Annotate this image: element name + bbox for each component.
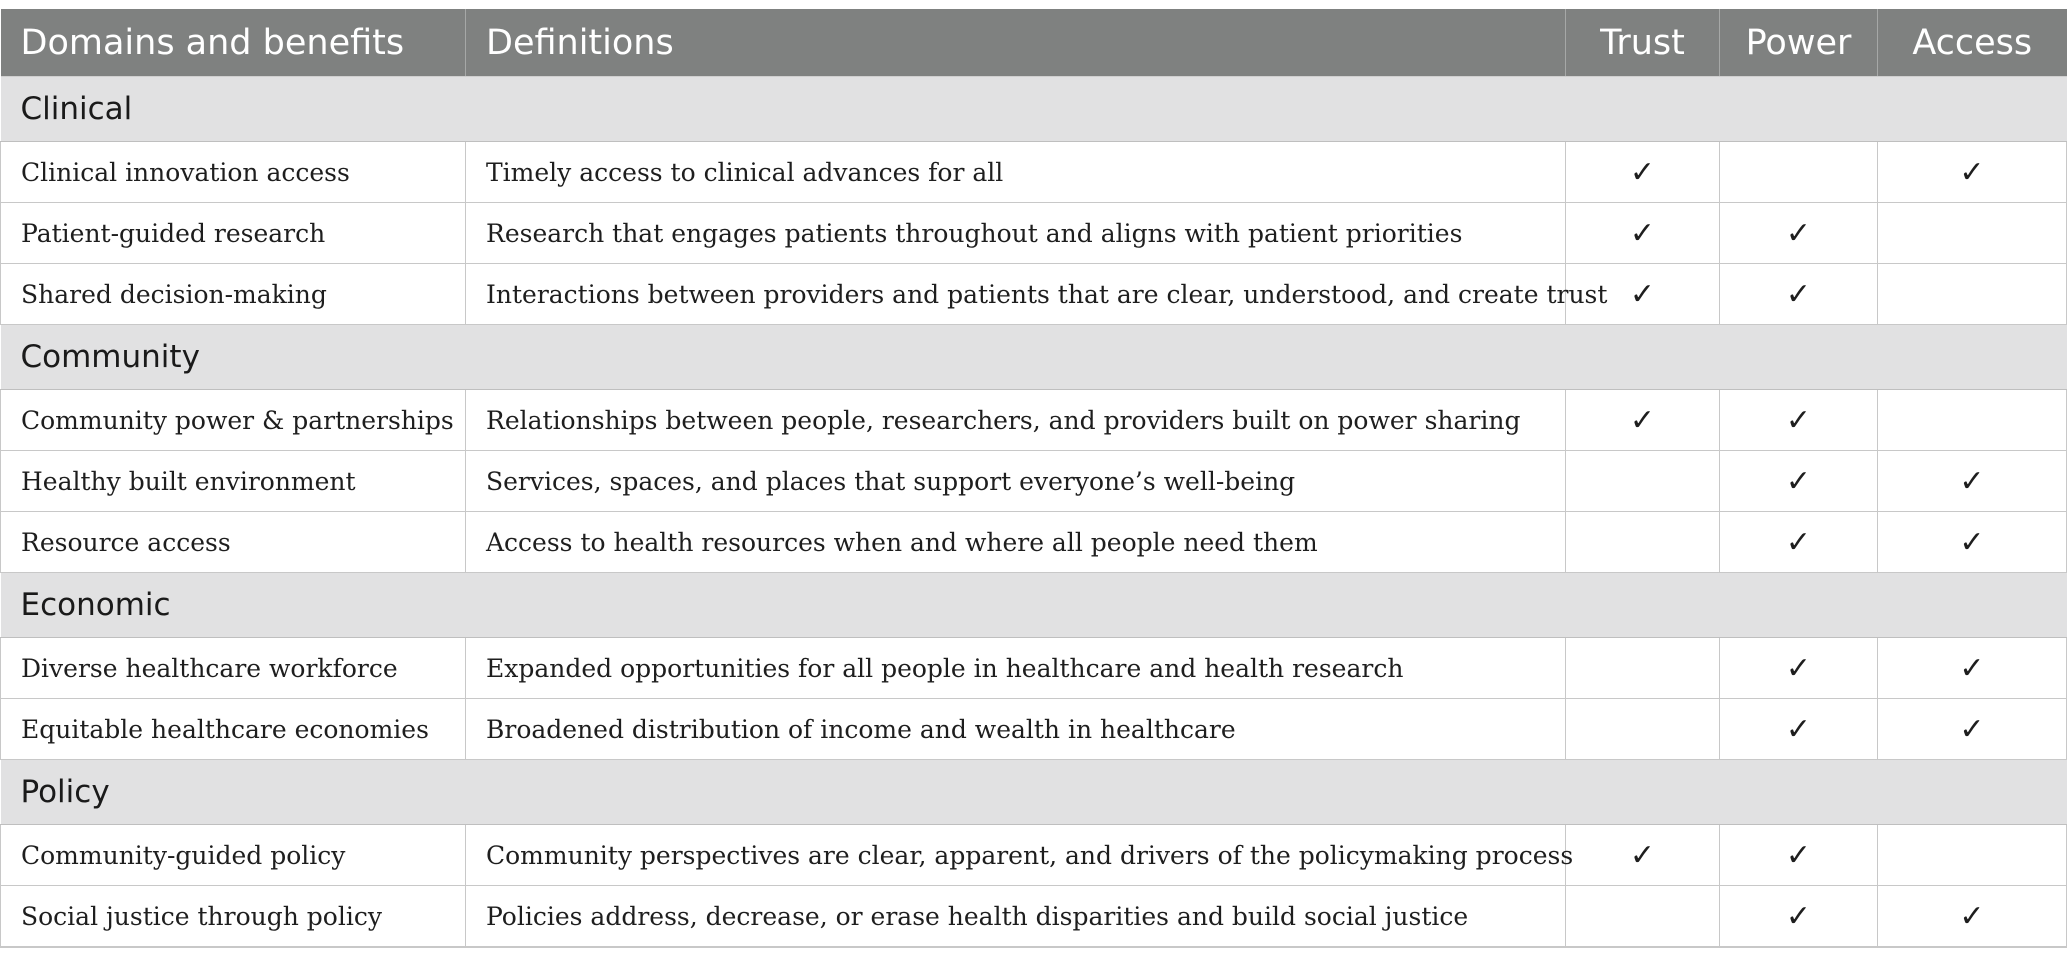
section-title: Policy <box>1 760 2067 825</box>
access-check-cell: ✓ <box>1878 699 2067 760</box>
column-header-trust: Trust <box>1566 9 1720 77</box>
benefit-name-cell: Community-guided policy <box>1 825 466 886</box>
definition-cell: Timely access to clinical advances for all <box>466 142 1566 203</box>
benefit-name-cell: Patient-guided research <box>1 203 466 264</box>
trust-check-cell <box>1566 699 1720 760</box>
benefit-name-cell: Community power & partnerships <box>1 390 466 451</box>
section-row-community <box>1 325 2067 390</box>
column-header-domains: Domains and benefits <box>1 9 466 77</box>
table-row <box>1 886 2067 948</box>
definition-cell: Policies address, decrease, or erase health disparities and build social justice <box>466 886 1566 948</box>
section-row-economic <box>1 573 2067 638</box>
power-check-cell: ✓ <box>1720 886 1878 948</box>
definition-cell: Broadened distribution of income and wealth in healthcare <box>466 699 1566 760</box>
table-row <box>1 825 2067 886</box>
power-check-cell: ✓ <box>1720 825 1878 886</box>
power-check-cell <box>1720 142 1878 203</box>
table-row <box>1 390 2067 451</box>
table-row <box>1 512 2067 573</box>
benefit-name-cell: Resource access <box>1 512 466 573</box>
definition-cell: Services, spaces, and places that support everyone’s well-being <box>466 451 1566 512</box>
benefit-name-cell: Healthy built environment <box>1 451 466 512</box>
table-row <box>1 451 2067 512</box>
benefit-name-cell: Clinical innovation access <box>1 142 466 203</box>
section-title: Economic <box>1 573 2067 638</box>
definition-cell: Community perspectives are clear, apparent, and drivers of the policymaking process <box>466 825 1566 886</box>
column-header-definitions: Definitions <box>466 9 1566 77</box>
access-check-cell: ✓ <box>1878 451 2067 512</box>
access-check-cell: ✓ <box>1878 886 2067 948</box>
table-row <box>1 142 2067 203</box>
access-check-cell: ✓ <box>1878 142 2067 203</box>
section-title: Community <box>1 325 2067 390</box>
access-check-cell <box>1878 264 2067 325</box>
table-row <box>1 264 2067 325</box>
access-check-cell <box>1878 390 2067 451</box>
trust-check-cell <box>1566 886 1720 948</box>
domains-benefits-table <box>0 9 2067 948</box>
column-header-power: Power <box>1720 9 1878 77</box>
benefit-name-cell: Diverse healthcare workforce <box>1 638 466 699</box>
trust-check-cell: ✓ <box>1566 142 1720 203</box>
section-title: Clinical <box>1 77 2067 142</box>
access-check-cell <box>1878 825 2067 886</box>
table-row <box>1 638 2067 699</box>
power-check-cell: ✓ <box>1720 512 1878 573</box>
trust-check-cell <box>1566 512 1720 573</box>
header-row <box>1 9 2067 77</box>
trust-check-cell: ✓ <box>1566 264 1720 325</box>
power-check-cell: ✓ <box>1720 699 1878 760</box>
trust-check-cell <box>1566 638 1720 699</box>
table-row <box>1 699 2067 760</box>
definition-cell: Relationships between people, researchers, and providers built on power sharing <box>466 390 1566 451</box>
trust-check-cell: ✓ <box>1566 203 1720 264</box>
definition-cell: Access to health resources when and where all people need them <box>466 512 1566 573</box>
benefit-name-cell: Equitable healthcare economies <box>1 699 466 760</box>
access-check-cell: ✓ <box>1878 512 2067 573</box>
definition-cell: Expanded opportunities for all people in healthcare and health research <box>466 638 1566 699</box>
power-check-cell: ✓ <box>1720 203 1878 264</box>
access-check-cell: ✓ <box>1878 638 2067 699</box>
benefits-table-container <box>0 9 2066 948</box>
power-check-cell: ✓ <box>1720 390 1878 451</box>
trust-check-cell <box>1566 451 1720 512</box>
power-check-cell: ✓ <box>1720 451 1878 512</box>
table-header <box>1 9 2067 77</box>
access-check-cell <box>1878 203 2067 264</box>
definition-cell: Interactions between providers and patients that are clear, understood, and create trust <box>466 264 1566 325</box>
section-row-clinical <box>1 77 2067 142</box>
benefit-name-cell: Social justice through policy <box>1 886 466 948</box>
power-check-cell: ✓ <box>1720 264 1878 325</box>
trust-check-cell: ✓ <box>1566 825 1720 886</box>
column-header-access: Access <box>1878 9 2067 77</box>
section-row-policy <box>1 760 2067 825</box>
table-body <box>1 77 2067 948</box>
power-check-cell: ✓ <box>1720 638 1878 699</box>
benefit-name-cell: Shared decision-making <box>1 264 466 325</box>
definition-cell: Research that engages patients throughout and aligns with patient priorities <box>466 203 1566 264</box>
table-row <box>1 203 2067 264</box>
trust-check-cell: ✓ <box>1566 390 1720 451</box>
